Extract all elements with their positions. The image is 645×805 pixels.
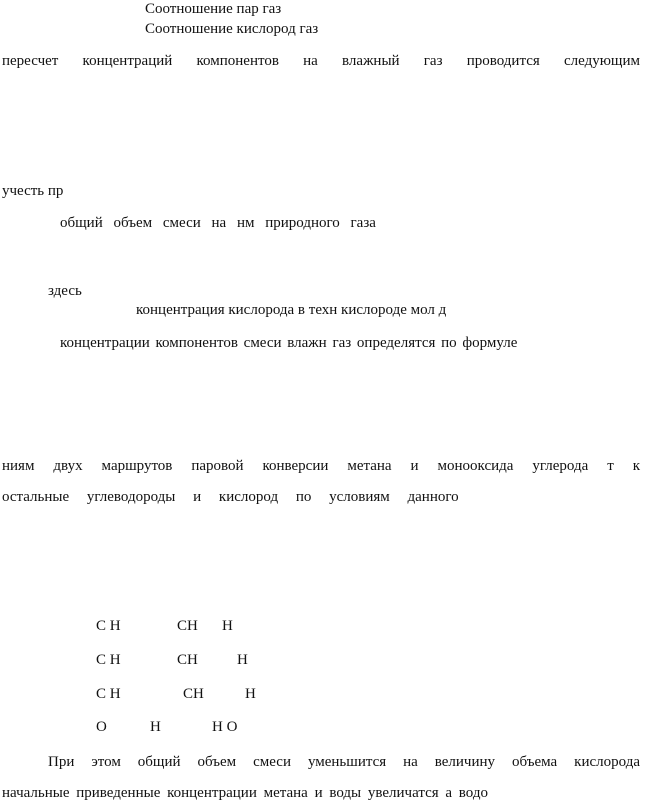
text-line-total-volume: общий объем смеси на нм природного газа [60,215,376,231]
text-line-component-concentrations: концентрации компонентов смеси влажн газ определятся по формуле [60,335,518,351]
reaction-1-reactant: C H [96,618,121,634]
text-line-account: учесть пр [2,183,64,199]
reaction-3-product-b: H [245,686,256,702]
text-line-recalculation: пересчет концентраций компонентов на влажный газ проводится следующим [2,53,640,69]
text-line-initial-concentrations: начальные приведенные концентрации метана и воды увеличатся а водо [2,785,488,801]
reaction-4-reactant: O [96,719,107,735]
text-line-two-routes: ниям двух маршрутов паровой конверсии метана и монооксида углерода т к [2,458,640,474]
text-line-oxygen-concentration: концентрация кислорода в техн кислороде мол д [136,302,447,318]
reaction-3-reactant: C H [96,686,121,702]
text-line-other-hydrocarbons: остальные углеводороды и кислород по условиям данного [2,489,459,505]
reaction-4-product-a: H [150,719,161,735]
text-line-here: здесь [48,283,82,299]
reaction-2-product-b: H [237,652,248,668]
text-line-steam-gas-ratio: Соотношение пар газ [145,1,282,17]
reaction-3-product-a: CH [183,686,204,702]
text-line-oxygen-gas-ratio: Соотношение кислород газ [145,21,319,37]
reaction-2-product-a: CH [177,652,198,668]
reaction-1-product-a: CH [177,618,198,634]
reaction-4-product-b: H O [212,719,238,735]
text-line-volume-decrease: При этом общий объем смеси уменьшится на величину объема кислорода [48,754,640,770]
reaction-2-reactant: C H [96,652,121,668]
reaction-1-product-b: H [222,618,233,634]
